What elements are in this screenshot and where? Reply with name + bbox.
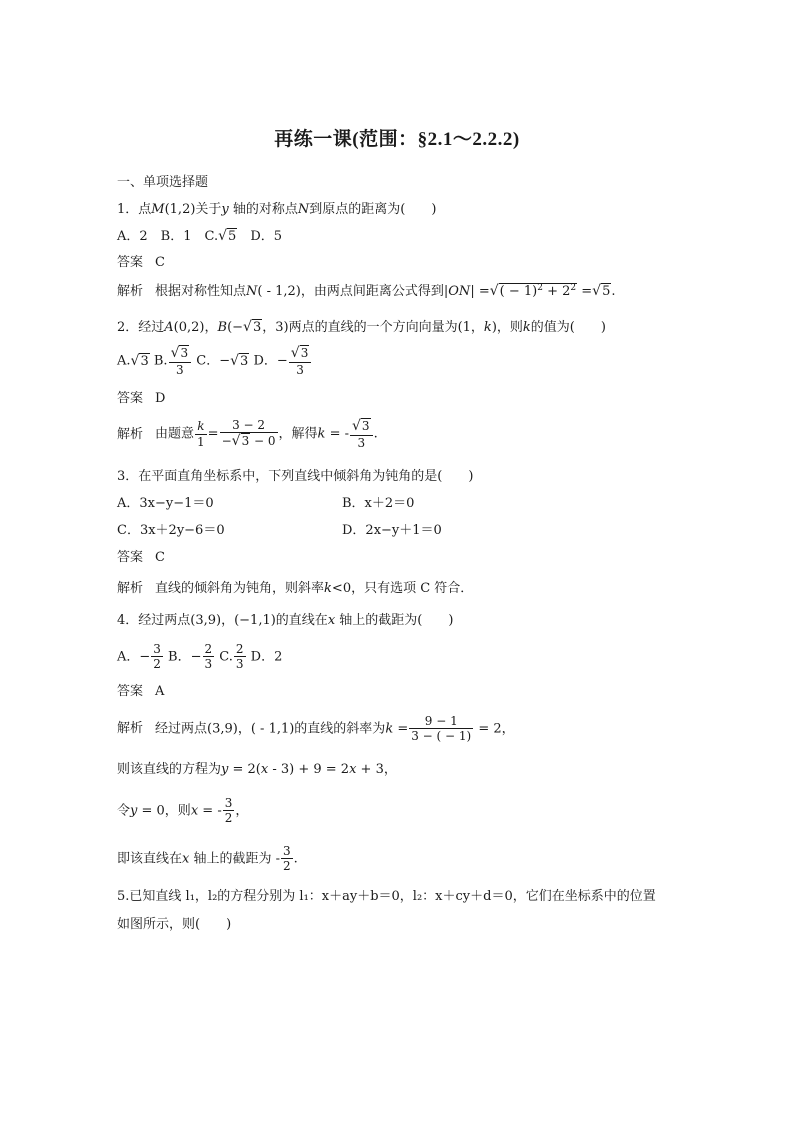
question-3-option-d: D．2x−y＋1＝0 — [342, 523, 442, 538]
question-1-options: A．2 B．1 C.√5 D．5 — [117, 228, 283, 244]
question-2-options: A.√3 B. $\frac{√3}{3}$ C．−√3 D．− $\frac{√3}{3}$ — [117, 345, 312, 377]
question-1-analysis: 解析 根据对称性知点N( - 1,2)，由两点间距离公式得到|ON| =√( − $1)^2 + 2^2 =√5$. — [117, 283, 616, 299]
question-2-stem: 2．经过A(0,2)，B(−√3，3)两点的直线的一个方向向量为(1，k)，则k的值为( ) — [117, 319, 606, 335]
question-3-stem: 3．在平面直角坐标系中，下列直线中倾斜角为钝角的是( ) — [117, 469, 474, 484]
question-2-answer: 答案 D — [117, 391, 166, 406]
question-1-answer: 答案 C — [117, 255, 165, 270]
question-3-answer: 答案 C — [117, 550, 165, 565]
question-5-stem-line-1: 5.已知直线 l₁，l₂的方程分别为 l₁：x＋ay＋b＝0，l₂：x＋cy＋d＝0，它们在坐标系中的位置 — [117, 889, 656, 904]
question-4-analysis-line-3: 令y = 0，则x = - $\frac{3}{2}$ ， — [117, 796, 249, 826]
question-3-option-c: C．3x＋2y−6＝0 — [117, 523, 225, 538]
question-3-analysis: 解析 直线的倾斜角为钝角，则斜率k<0，只有选项 C 符合． — [117, 581, 474, 596]
page-title: 再练一课(范围：§2.1～2.2.2) — [274, 129, 520, 150]
section-heading: 一、单项选择题 — [117, 175, 209, 190]
question-2-analysis: 解析 由题意 $\frac{k}{1}$ = $\frac{3 - 2}{-√3 - 0}$ ，解得k = - $\frac{√3}{3}$ . — [117, 418, 378, 450]
question-4-options: A．− $\frac{3}{2}$ B．− $\frac{2}{3}$ C. $\frac{2}{3}$ D．2 — [117, 642, 283, 672]
question-3-option-a: A．3x−y−1＝0 — [117, 496, 214, 511]
question-4-stem: 4．经过两点(3,9)，(−1,1)的直线在x 轴上的截距为( ) — [117, 613, 454, 628]
question-1-stem: 1．点M(1,2)关于y 轴的对称点N到原点的距离为( ) — [117, 202, 437, 217]
question-4-answer: 答案 A — [117, 684, 165, 699]
question-4-analysis-line-4: 即该直线在x 轴上的截距为 - $\frac{3}{2}$ . — [117, 844, 298, 874]
question-5-stem-line-2: 如图所示，则( ) — [117, 917, 232, 932]
question-4-analysis-line-2: 则该直线的方程为y = 2(x - 3) + 9 = 2x + 3， — [117, 762, 397, 777]
question-4-analysis-line-1: 解析 经过两点(3,9)，( - 1,1)的直线的斜率为k = $\frac{9 - 1}{3 - ( - 1)}$ = 2， — [117, 714, 515, 744]
question-3-option-b: B．x＋2＝0 — [342, 496, 415, 511]
